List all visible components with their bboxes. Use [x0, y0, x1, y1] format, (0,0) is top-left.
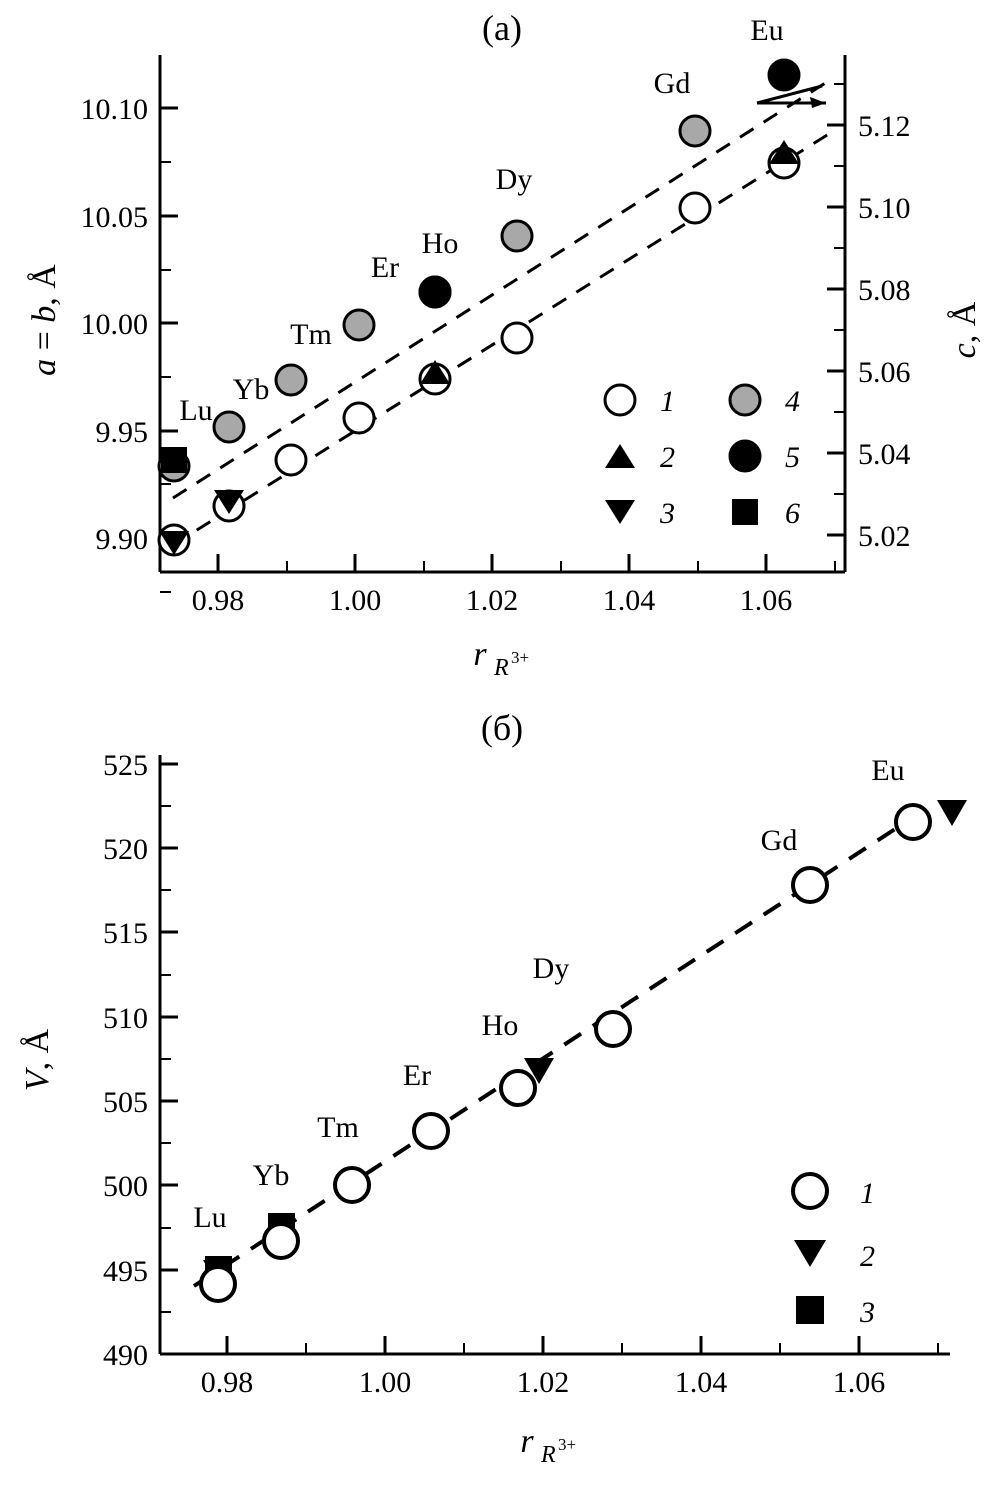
panel-b-legend: [793, 1174, 875, 1329]
panel-b-label-tm: Tm: [317, 1111, 359, 1144]
panel-b-xtick-1: 1.00: [358, 1366, 412, 1399]
panel-a-xtick-0: 0.98: [191, 584, 245, 617]
legend-a-marker-2: [605, 444, 635, 468]
legend-b-num-1: 1: [860, 1177, 875, 1210]
legend-a-marker-5: [730, 441, 760, 471]
panel-b-label-eu: Eu: [871, 754, 905, 787]
panel-b-ytick-2: 500: [103, 1170, 148, 1203]
legend-a-marker-1: [605, 385, 635, 415]
panel-a-ytick-right-4: 5.10: [858, 192, 911, 225]
panel-b-xaxis-label-sup: 3+: [558, 1435, 577, 1454]
panel-a-plot: [0, 0, 1004, 700]
legend-a-num-5: 5: [785, 441, 800, 474]
panel-a-label-dy: Dy: [495, 163, 533, 196]
panel-a: [0, 0, 1004, 700]
panel-b-label-er: Er: [402, 1059, 432, 1092]
panel-b-title: (б): [480, 708, 524, 748]
legend-a-marker-4: [730, 385, 760, 415]
legend-b-marker-1: [793, 1174, 827, 1208]
panel-b-xtick-3: 1.04: [674, 1366, 728, 1399]
panel-a-yaxis-left-eq: =: [26, 322, 63, 359]
panel-a-series-6: [161, 447, 187, 473]
panel-b-y-ticks: [103, 749, 178, 1372]
legend-b-marker-2: [794, 1240, 826, 1267]
panel-b-yaxis-unit: , Å: [19, 1028, 56, 1071]
legend-a-marker-6: [732, 499, 758, 525]
svg-text:V, Å: [19, 1028, 56, 1091]
panel-a-xtick-1: 1.00: [328, 584, 382, 617]
panel-a-yaxis-left-a: a: [26, 358, 63, 376]
panel-a-ytick-left-3: 10.05: [80, 201, 148, 234]
panel-a-series-3: [159, 490, 244, 555]
panel-b-xtick-4: 1.06: [832, 1366, 886, 1399]
panel-a-xaxis-label-sub: R: [494, 655, 509, 681]
panel-b-xtick-2: 1.02: [516, 1366, 570, 1399]
panel-a-label-yb: Yb: [232, 373, 270, 406]
legend-a-num-2: 2: [660, 441, 675, 474]
panel-a-ytick-right-2: 5.06: [858, 356, 911, 389]
legend-a-marker-3: [605, 500, 635, 524]
panel-a-yaxis-right-unit: , Å: [946, 301, 983, 344]
panel-b-ytick-4: 510: [103, 1002, 148, 1035]
panel-a-ytick-right-1: 5.04: [858, 438, 911, 471]
panel-b-plot: [0, 700, 1004, 1486]
panel-a-ytick-left-1: 9.95: [95, 416, 148, 449]
panel-a-xaxis-label-sup: 3+: [511, 648, 530, 667]
panel-b-yaxis-v: V: [19, 1070, 56, 1092]
panel-a-trendline-upper: [173, 80, 830, 498]
panel-a-right-ticks: [827, 84, 911, 553]
panel-b-series-1: [201, 805, 930, 1301]
svg-text:c, Å: [946, 301, 983, 358]
panel-a-ytick-left-4: 10.10: [80, 93, 148, 126]
panel-a-label-gd: Gd: [653, 67, 691, 100]
panel-b-yaxis-label: [19, 1028, 56, 1091]
panel-b-label-dy: Dy: [532, 952, 570, 985]
legend-b-marker-3: [796, 1296, 824, 1324]
legend-b-num-2: 2: [860, 1240, 875, 1273]
panel-a-xtick-2: 1.02: [465, 584, 519, 617]
panel-a-ytick-right-5: 5.12: [858, 110, 911, 143]
panel-b-series-2: [203, 800, 967, 1286]
panel-a-yaxis-left-unit: , Å: [26, 264, 63, 306]
legend-b-num-3: 3: [860, 1296, 875, 1329]
panel-a-ytick-left-2: 10.00: [80, 308, 148, 341]
legend-a-num-1: 1: [660, 385, 675, 418]
panel-a-ytick-right-0: 5.02: [858, 520, 911, 553]
panel-a-xtick-3: 1.04: [602, 584, 656, 617]
svg-text:a = b, Å: [26, 264, 63, 376]
panel-a-label-er: Er: [370, 251, 400, 284]
panel-a-xtick-4: 1.06: [739, 584, 793, 617]
panel-b-ytick-6: 520: [103, 833, 148, 866]
panel-b-point-labels: [193, 754, 904, 1234]
legend-a-num-6: 6: [785, 497, 800, 530]
panel-a-yaxis-left-label: [26, 264, 63, 376]
legend-a-num-3: 3: [660, 497, 675, 530]
panel-b-ytick-7: 525: [103, 749, 148, 782]
panel-a-yaxis-right-label: [946, 301, 983, 358]
panel-b-label-yb: Yb: [252, 1159, 290, 1192]
panel-b-x-ticks: [201, 1336, 938, 1399]
panel-a-series-2: [420, 140, 799, 384]
panel-b-label-gd: Gd: [760, 824, 798, 857]
panel-a-xaxis-label-r: r: [473, 636, 487, 673]
panel-b-xtick-0: 0.98: [200, 1366, 254, 1399]
panel-a-legend: [605, 385, 800, 530]
panel-a-yaxis-left-b: b: [26, 305, 63, 323]
panel-b-ytick-3: 505: [103, 1086, 148, 1119]
panel-a-label-ho: Ho: [421, 227, 459, 260]
panel-a-yaxis-right-c: c: [946, 343, 983, 359]
panel-a-left-ticks: [81, 93, 179, 592]
panel-a-label-eu: Eu: [750, 14, 784, 47]
panel-b-xaxis-label-r: r: [520, 1423, 534, 1460]
panel-b-label-ho: Ho: [481, 1009, 519, 1042]
panel-a-label-lu: Lu: [179, 394, 213, 427]
panel-a-label-tm: Tm: [290, 318, 332, 351]
panel-b-xaxis-label-sub: R: [541, 1442, 556, 1468]
panel-a-ytick-left-0: 9.90: [95, 523, 148, 556]
panel-b-ytick-5: 515: [103, 917, 148, 950]
panel-a-title: (a): [482, 8, 522, 48]
panel-a-x-ticks: [192, 554, 835, 617]
legend-a-num-4: 4: [785, 385, 800, 418]
panel-a-xaxis-label: [473, 636, 529, 681]
panel-b-label-lu: Lu: [193, 1201, 227, 1234]
panel-b-xaxis-label: [520, 1423, 576, 1468]
panel-b-ytick-0: 490: [103, 1339, 148, 1372]
panel-b-ytick-1: 495: [103, 1255, 148, 1288]
panel-b: [0, 700, 1004, 1486]
panel-a-ytick-right-3: 5.08: [858, 274, 911, 307]
